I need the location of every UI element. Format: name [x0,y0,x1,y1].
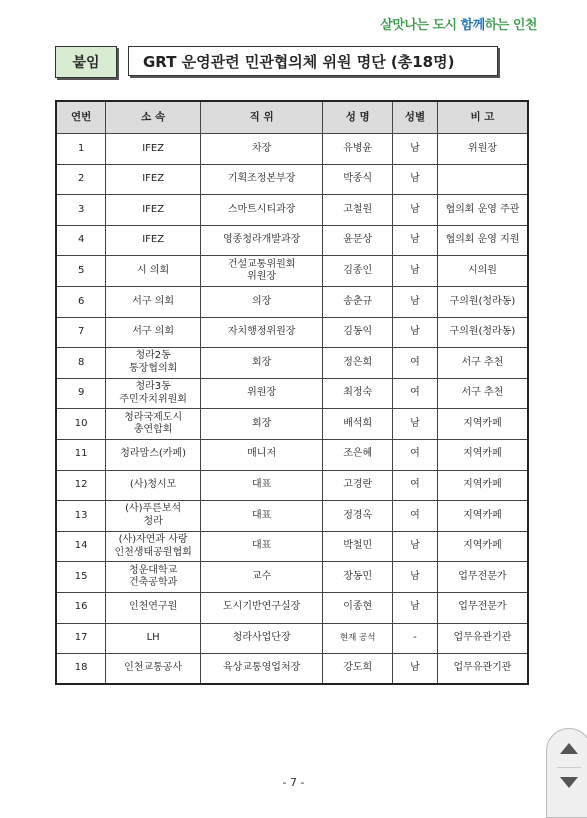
page-number: - 7 - [282,776,305,789]
page-scroll-control [546,728,587,818]
table-row [56,195,528,226]
cell-sex: 남 [393,164,438,195]
col-header-no: 연번 [56,101,106,134]
table-row [56,623,528,654]
table-row [56,134,528,165]
table-row [56,409,528,440]
cell-position: 매니저 [200,439,322,470]
cell-position: 대표 [200,531,322,562]
cell-note: 지역카페 [437,470,528,501]
cell-no: 5 [56,256,106,287]
cell-no: 9 [56,378,106,409]
cell-org: IFEZ [106,225,201,256]
cell-no: 14 [56,531,106,562]
cell-note: 시의원 [437,256,528,287]
cell-sex: 여 [393,501,438,532]
scroll-divider [557,767,581,768]
cell-no: 2 [56,164,106,195]
slogan [380,14,537,33]
cell-note: 지역카페 [437,531,528,562]
cell-note: 지역카페 [437,439,528,470]
table-row [56,439,528,470]
col-header-position: 직 위 [200,101,322,134]
table-row [56,348,528,379]
cell-note: 업무전문가 [437,562,528,593]
cell-org: IFEZ [106,134,201,165]
cell-no: 10 [56,409,106,440]
cell-no: 6 [56,286,106,317]
cell-name: 최정숙 [323,378,393,409]
cell-name: 송춘규 [323,286,393,317]
cell-sex: 여 [393,470,438,501]
cell-sex: 남 [393,134,438,165]
cell-position: 의장 [200,286,322,317]
cell-name: 정은희 [323,348,393,379]
cell-note: 지역카페 [437,409,528,440]
table-row [56,164,528,195]
cell-sex: 남 [393,409,438,440]
cell-position: 교수 [200,562,322,593]
cell-no: 1 [56,134,106,165]
cell-no: 18 [56,654,106,685]
table-header-row [56,101,528,134]
cell-position: 육상교통영업처장 [200,654,322,685]
table-row [56,256,528,287]
cell-org: 서구 의회 [106,317,201,348]
cell-name: 고철원 [323,195,393,226]
table-row [56,286,528,317]
cell-note [437,164,528,195]
cell-org: 청라국제도시 총연합회 [106,409,201,440]
table-row [56,562,528,593]
cell-name: 윤문상 [323,225,393,256]
cell-sex: 남 [393,592,438,623]
cell-no: 11 [56,439,106,470]
document-title: GRT 운영관련 민관협의체 위원 명단 (총18명) [128,46,498,76]
cell-name: 유병윤 [323,134,393,165]
cell-org: 청라2동 통장협의회 [106,348,201,379]
cell-no: 12 [56,470,106,501]
cell-name: 박종식 [323,164,393,195]
cell-sex: 남 [393,531,438,562]
cell-sex: 남 [393,317,438,348]
cell-name: 박철민 [323,531,393,562]
cell-name: 장동민 [323,562,393,593]
table-row [56,501,528,532]
cell-name: 배석희 [323,409,393,440]
cell-sex: 여 [393,378,438,409]
cell-position: 건설교통위원회 위원장 [200,256,322,287]
cell-name: 정경옥 [323,501,393,532]
table-row [56,378,528,409]
cell-org: 청운대학교 건축공학과 [106,562,201,593]
cell-note: 구의원(청라동) [437,317,528,348]
cell-note: 위원장 [437,134,528,165]
cell-name: 조은혜 [323,439,393,470]
triangle-up-icon[interactable] [560,743,578,754]
col-header-name: 성 명 [323,101,393,134]
cell-org: 인천연구원 [106,592,201,623]
cell-org: 서구 의회 [106,286,201,317]
cell-org: 청라맘스(카페) [106,439,201,470]
cell-position: 회장 [200,409,322,440]
cell-name: 강도희 [323,654,393,685]
cell-note: 협의회 운영 주관 [437,195,528,226]
cell-name: 고경란 [323,470,393,501]
col-header-note: 비 고 [437,101,528,134]
attachment-tag: 붙임 [55,46,117,78]
cell-note: 업무유관기관 [437,654,528,685]
cell-note: 업무전문가 [437,592,528,623]
cell-position: 자치행정위원장 [200,317,322,348]
cell-sex: - [393,623,438,654]
table-row [56,531,528,562]
col-header-org: 소 속 [106,101,201,134]
cell-sex: 남 [393,286,438,317]
cell-position: 대표 [200,501,322,532]
cell-org: (사)청시모 [106,470,201,501]
cell-no: 17 [56,623,106,654]
cell-sex: 남 [393,562,438,593]
document-header [55,46,500,78]
cell-no: 3 [56,195,106,226]
cell-no: 4 [56,225,106,256]
cell-sex: 남 [393,256,438,287]
cell-position: 청라사업단장 [200,623,322,654]
cell-sex: 남 [393,654,438,685]
cell-org: LH [106,623,201,654]
triangle-down-icon[interactable] [560,777,578,788]
cell-name: 현재 공석 [323,623,393,654]
table-row [56,225,528,256]
cell-sex: 남 [393,195,438,226]
cell-name: 김종인 [323,256,393,287]
cell-note: 서구 추천 [437,378,528,409]
cell-position: 영종청라개발과장 [200,225,322,256]
table-row [56,317,528,348]
slogan-part3: 하는 인천 [484,18,537,33]
member-table [55,100,529,685]
cell-org: (사)푸른보석 청라 [106,501,201,532]
cell-org: IFEZ [106,195,201,226]
cell-org: IFEZ [106,164,201,195]
cell-position: 회장 [200,348,322,379]
table-row [56,470,528,501]
cell-note: 구의원(청라동) [437,286,528,317]
cell-position: 도시기반연구실장 [200,592,322,623]
table-row [56,654,528,685]
cell-name: 이종현 [323,592,393,623]
cell-position: 차장 [200,134,322,165]
cell-position: 스마트시티과장 [200,195,322,226]
cell-sex: 여 [393,439,438,470]
cell-org: 시 의회 [106,256,201,287]
cell-note: 서구 추천 [437,348,528,379]
slogan-part1: 살맛나는 도시 [380,18,461,33]
cell-no: 15 [56,562,106,593]
cell-no: 8 [56,348,106,379]
cell-name: 김동익 [323,317,393,348]
table-body [56,134,528,685]
cell-sex: 여 [393,348,438,379]
cell-org: 청라3동 주민자치위원회 [106,378,201,409]
slogan-part2: 함께 [460,18,485,33]
cell-position: 위원장 [200,378,322,409]
cell-sex: 남 [393,225,438,256]
cell-note: 협의회 운영 지원 [437,225,528,256]
col-header-sex: 성별 [393,101,438,134]
cell-note: 지역카페 [437,501,528,532]
cell-no: 16 [56,592,106,623]
cell-no: 13 [56,501,106,532]
cell-no: 7 [56,317,106,348]
cell-position: 기획조정본부장 [200,164,322,195]
cell-position: 대표 [200,470,322,501]
cell-note: 업무유관기관 [437,623,528,654]
cell-org: 인천교통공사 [106,654,201,685]
cell-org: (사)자연과 사랑 인천생태공원협회 [106,531,201,562]
table-row [56,592,528,623]
